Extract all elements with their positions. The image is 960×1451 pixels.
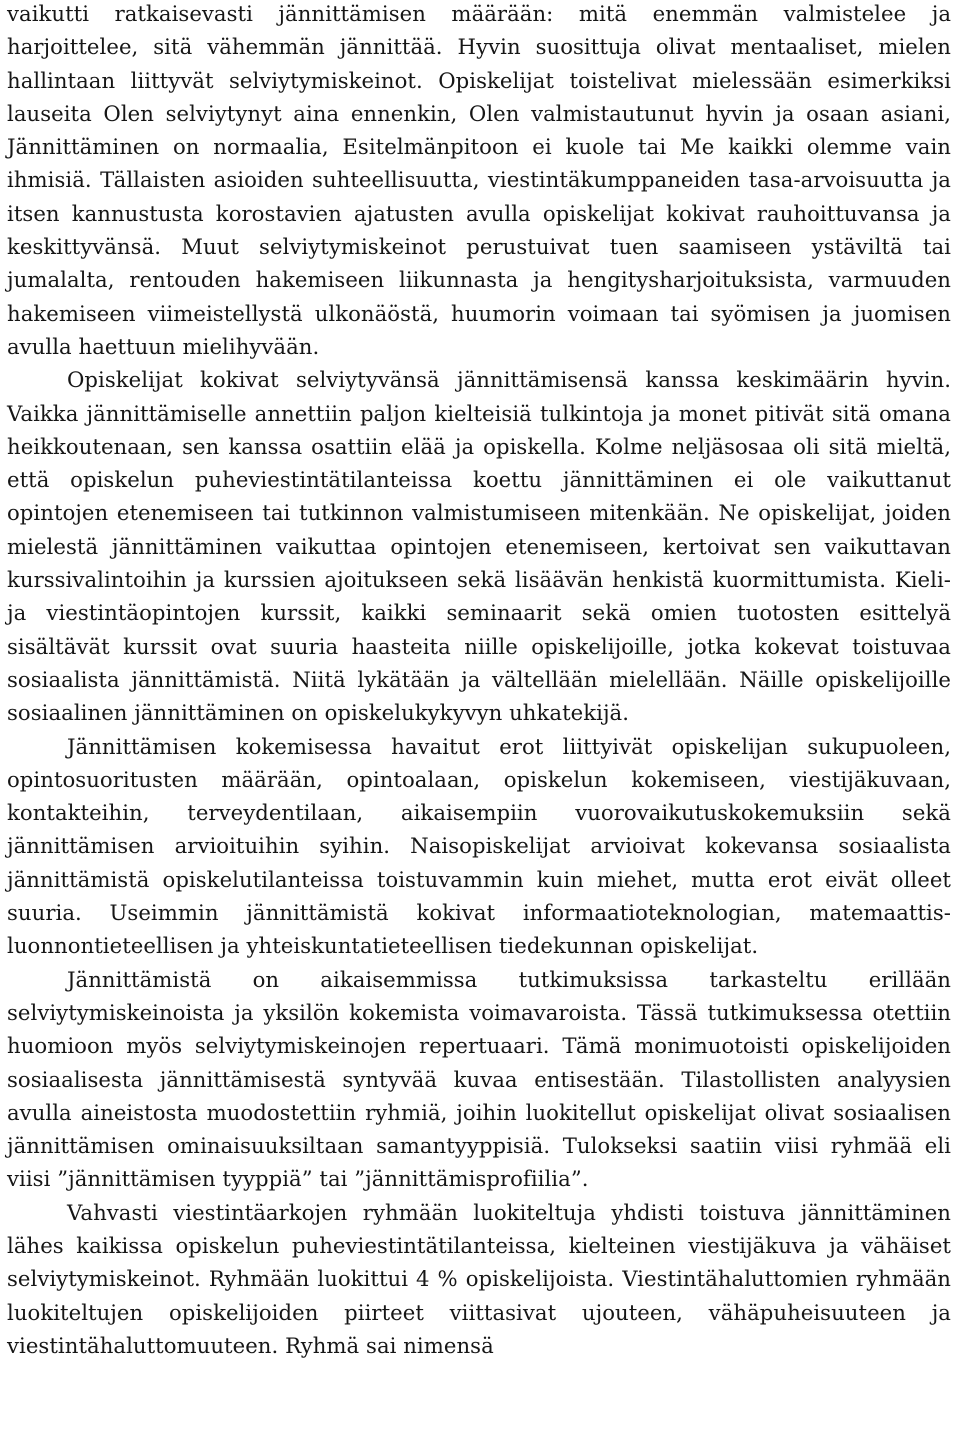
paragraph-5: Vahvasti viestintäarkojen ryhmään luokiteltuja yhdisti toistuva jännittäminen lähes kaikissa opiskelun puheviestintätilanteissa, kielteinen viestijäkuva ja vähäiset selviytymiskeinot. Ryhmään luokittui 4 % opiskelijoista. Viestintähaluttomien ryhmään luokiteltujen opiskelijoiden piirteet viittasivat ujouteen, vähäpuheisuuteen ja viestintähaluttomuuteen. Ryhmä sai nimensä	[7, 1199, 951, 1358]
paragraph-2: Opiskelijat kokivat selviytyvänsä jännittämisensä kanssa keskimäärin hyvin. Vaikka jännittämiselle annettiin paljon kielteisiä tulkintoja ja monet pitivät sitä omana heikkoutenaan, sen kanssa osattiin elää ja opiskella. Kolme neljäsosaa oli sitä mieltä, että opiskelun puheviestintätilanteissa koettu jännittäminen ei ole vaikuttanut opintojen etenemiseen tai tutkinnon valmistumiseen mitenkään. Ne opiskelijat, joiden mielestä jännittäminen vaikuttaa opintojen etenemiseen, kertoivat sen vaikuttavan kurssivalintoihin ja kurssien ajoitukseen sekä lisäävän henkistä kuormittumista. Kieli- ja viestintäopintojen kurssit, kaikki seminaarit sekä omien tuotosten esittelyä sisältävät kurssit ovat suuria haasteita niille opiskelijoille, jotka kokevat toistuvaa sosiaalista jännittämistä. Niitä lykätään ja vältellään mielellään. Näille opiskelijoille sosiaalinen jännittäminen on opiskelukykyvyn uhkatekijä.	[7, 367, 951, 726]
paragraph-1: vaikutti ratkaisevasti jännittämisen määrään: mitä enemmän valmistelee ja harjoittelee, sitä vähemmän jännittää. Hyvin suosittuja olivat mentaaliset, mielen hallintaan liittyvät selviytymiskeinot. Opiskelijat toistelivat mielessään esimerkiksi lauseita Olen selviytynyt aina ennenkin, Olen valmistautunut hyvin ja osaan asiani, Jännittäminen on normaalia, Esitelmänpitoon ei kuole tai Me kaikki olemme vain ihmisiä. Tällaisten asioiden suhteellisuutta, viestintäkumppaneiden tasa-arvoisuutta ja itsen kannustusta korostavien ajatusten avulla opiskelijat kokivat rauhoittuvansa ja keskittyvänsä. Muut selviytymiskeinot perustuivat tuen saamiseen ystäviltä tai jumalalta, rentouden hakemiseen liikunnasta ja hengitysharjoituksista, varmuuden hakemiseen viimeistellystä ulkonäöstä, huumorin voimaan tai syömisen ja juomisen avulla haettuun mielihyvään.	[7, 1, 951, 359]
document-page	[7, 0, 951, 1362]
paragraph-3: Jännittämisen kokemisessa havaitut erot liittyivät opiskelijan sukupuoleen, opintosuoritusten määrään, opintoalaan, opiskelun kokemiseen, viestijäkuvaan, kontakteihin, terveydentilaan, aikaisempiin vuorovaikutuskokemuksiin sekä jännittämisen arvioituihin syihin. Naisopiskelijat arvioivat kokevansa sosiaalista jännittämistä opiskelutilanteissa toistuvammin kuin miehet, mutta erot eivät olleet suuria. Useimmin jännittämistä kokivat informaatioteknologian, matemaattis-luonnontieteellisen ja yhteiskuntatieteellisen tiedekunnan opiskelijat.	[7, 733, 951, 959]
paragraph-4: Jännittämistä on aikaisemmissa tutkimuksissa tarkasteltu erillään selviytymiskeinoista ja yksilön kokemista voimavaroista. Tässä tutkimuksessa otettiin huomioon myös selviytymiskeinojen repertuaari. Tämä monimuotoisti opiskelijoiden sosiaalisesta jännittämisestä syntyvää kuvaa entisestään. Tilastollisten analyysien avulla aineistosta muodostettiin ryhmiä, joihin luokitellut opiskelijat olivat sosiaalisen jännittämisen ominaisuuksiltaan samantyyppisiä. Tulokseksi saatiin viisi ryhmää eli viisi ”jännittämisen tyyppiä” tai ”jännittämisprofiilia”.	[7, 966, 951, 1192]
